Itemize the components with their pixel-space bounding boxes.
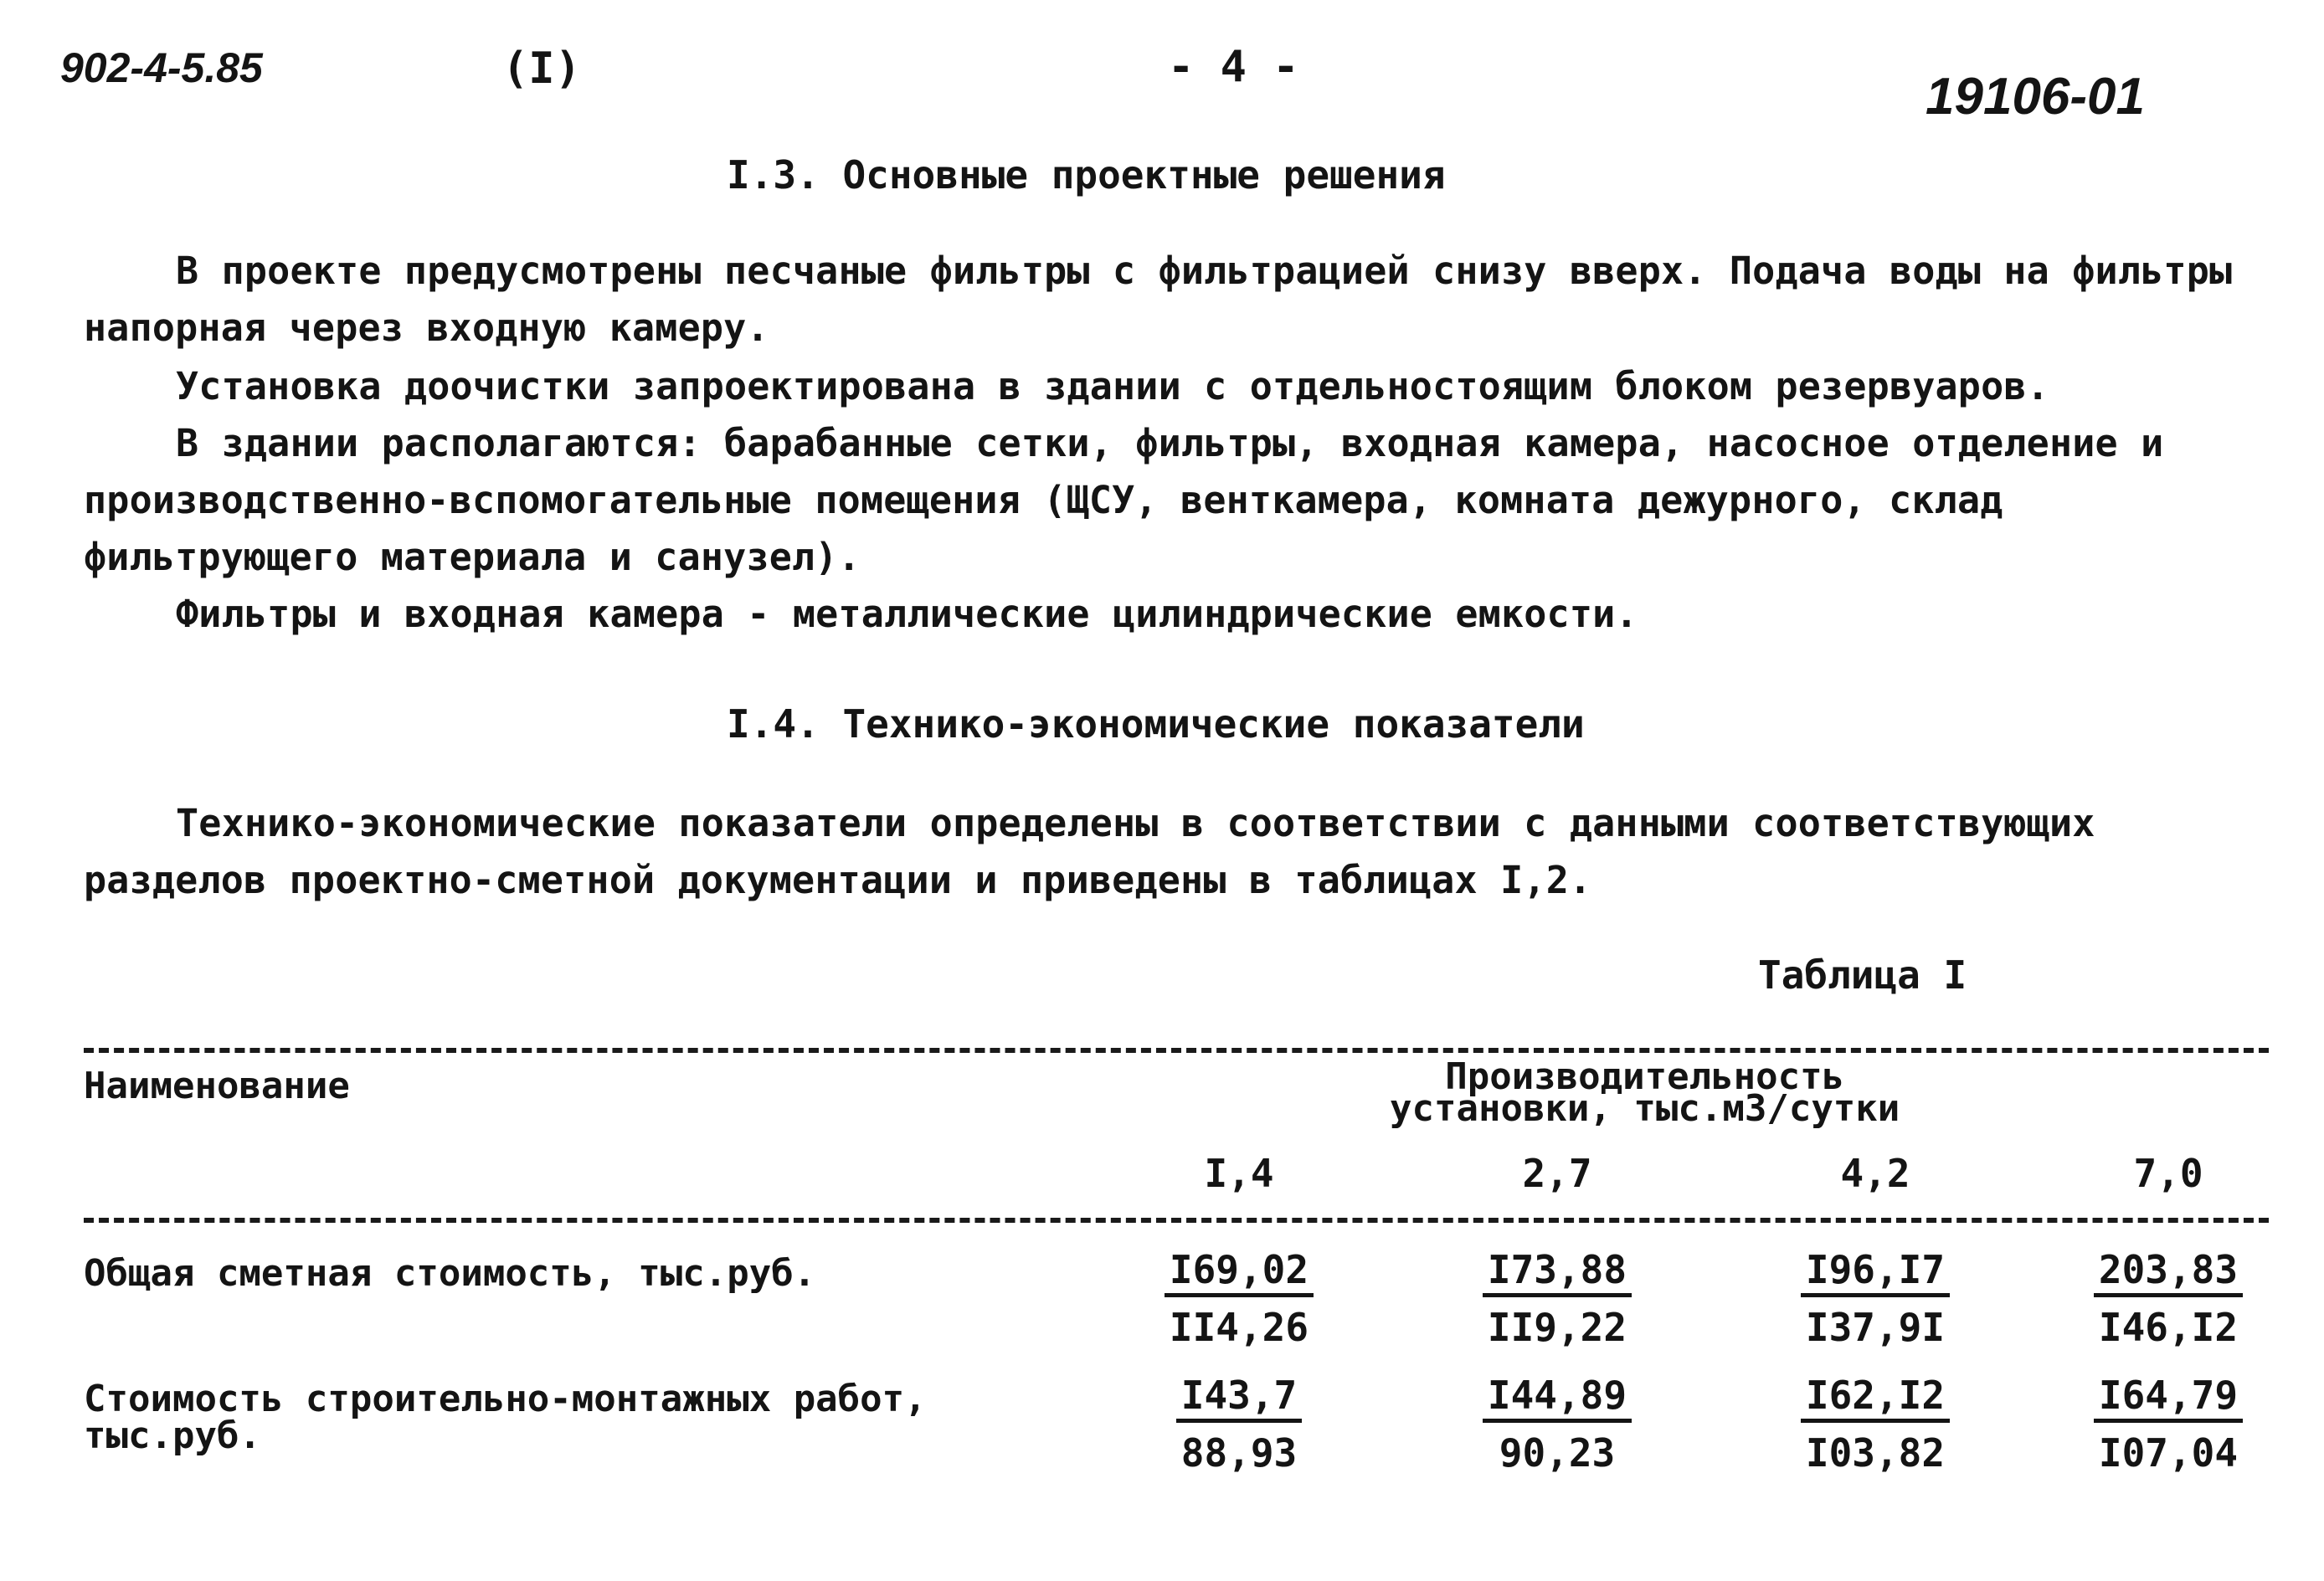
cell-denominator: I07,04 <box>2098 1430 2239 1476</box>
table-cell <box>1766 1247 1984 1353</box>
group-header-line2: установки, тыс.м3/сутки <box>1390 1087 1900 1130</box>
cell-denominator: I37,9I <box>1805 1305 1946 1350</box>
table-cell <box>2059 1247 2277 1353</box>
table-header-rule <box>84 1218 2269 1223</box>
table-row-label: Стоимость строительно-монтажных работ, тыс.руб. <box>84 1378 927 1457</box>
cell-denominator: II9,22 <box>1487 1305 1627 1350</box>
document-code: 902-4-5.85 <box>60 44 263 91</box>
cell-numerator: 203,83 <box>2094 1248 2243 1297</box>
table-group-header <box>1390 1055 1900 1130</box>
cell-denominator: 90,23 <box>1499 1430 1616 1476</box>
table-cell <box>1448 1373 1666 1478</box>
table-name-header: Наименование <box>84 1065 350 1107</box>
section-1-3-title: I.3. Основные проектные решения <box>727 152 1446 198</box>
cell-denominator: I46,I2 <box>2098 1305 2239 1350</box>
table-cell <box>2059 1373 2277 1478</box>
paragraph: В проекте предусмотрены песчаные фильтры с фильтрацией снизу вверх. Подача воды на фильтры напорная через входную камеру. <box>84 249 2233 350</box>
table-cell <box>1766 1373 1984 1478</box>
column-header: 2,7 <box>1522 1151 1592 1196</box>
group-header-line1: Производительность <box>1445 1055 1845 1098</box>
paragraph: Фильтры и входная камера - металлические цилиндрические емкости. <box>176 592 1638 636</box>
cell-numerator: I96,I7 <box>1801 1248 1950 1297</box>
part-number: (I) <box>502 44 581 94</box>
paragraph: Установка доочистки запроектирована в здании с отдельностоящим блоком резервуаров. <box>176 364 2049 408</box>
cell-denominator: II4,26 <box>1169 1305 1309 1350</box>
cell-numerator: I69,02 <box>1165 1248 1314 1297</box>
column-header: 4,2 <box>1840 1151 1910 1196</box>
cell-numerator: I43,7 <box>1176 1373 1302 1423</box>
paragraph: В здании располагаются: барабанные сетки, фильтры, входная камера, насосное отделение и производственно-вспомогательные помещения (ЩСУ, венткамера, комната дежурного, склад фильтрующего материала и санузел). <box>84 421 2164 579</box>
inventory-number: 19106-01 <box>1926 68 2146 126</box>
cell-numerator: I64,79 <box>2094 1373 2243 1423</box>
table-cell <box>1448 1247 1666 1353</box>
cell-numerator: I62,I2 <box>1801 1373 1950 1423</box>
cell-denominator: 88,93 <box>1180 1430 1298 1476</box>
section-1-4-title: I.4. Технико-экономические показатели <box>727 701 1585 747</box>
page-number: - 4 - <box>1168 42 1299 92</box>
column-header: 7,0 <box>2133 1151 2203 1196</box>
cell-numerator: I73,88 <box>1483 1248 1632 1297</box>
column-header: I,4 <box>1204 1151 1274 1196</box>
table-caption: Таблица I <box>1758 952 1967 998</box>
table-top-rule <box>84 1048 2269 1053</box>
table-cell <box>1130 1247 1348 1353</box>
table-cell <box>1130 1373 1348 1478</box>
table-row-label: Общая сметная стоимость, тыс.руб. <box>84 1252 816 1295</box>
cell-denominator: I03,82 <box>1805 1430 1946 1476</box>
cell-numerator: I44,89 <box>1483 1373 1632 1423</box>
paragraph: Технико-экономические показатели определены в соответствии с данными соответствующих разделов проектно-сметной документации и приведены в таблицах I,2. <box>84 801 2095 902</box>
